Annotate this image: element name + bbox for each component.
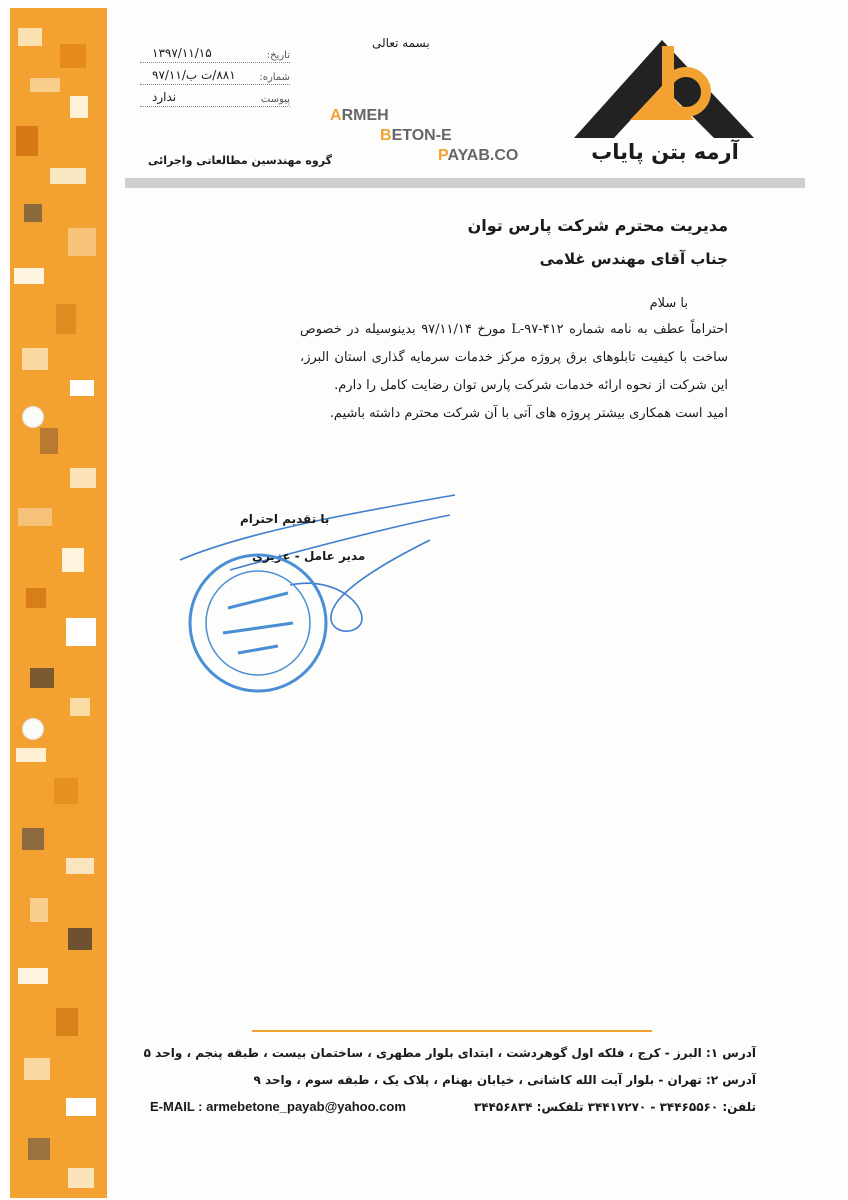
bismillah-text: بسمه تعالی bbox=[372, 36, 430, 50]
date-row bbox=[140, 43, 290, 63]
closing-text: با تقدیم احترام bbox=[240, 512, 330, 526]
recipient-title: مدیریت محترم شرکت پارس توان bbox=[467, 216, 728, 235]
company-name-persian: آرمه بتن پایاب bbox=[591, 140, 739, 164]
greeting: با سلام bbox=[649, 296, 688, 311]
paragraph-2: امید است همکاری بیشتر پروژه های آتی با آن شرکت محترم داشته باشیم. bbox=[329, 406, 728, 421]
address-line-2: آدرس ۲: تهران - بلوار آیت الله کاشانی ، خیابان بهنام ، پلاک یک ، طبقه سوم ، واحد ۹ bbox=[253, 1073, 756, 1087]
recipient-person: جناب آقای مهندس غلامی bbox=[539, 250, 728, 268]
number-row bbox=[140, 65, 290, 85]
number-label: شماره: bbox=[259, 72, 290, 83]
attachment-value: ندارد bbox=[152, 90, 177, 104]
decorative-side-strip bbox=[10, 8, 107, 1198]
letter-meta-block bbox=[140, 43, 290, 109]
attachment-label: پیوست bbox=[260, 94, 290, 105]
letter-body bbox=[300, 316, 728, 428]
company-stamp-icon bbox=[178, 548, 338, 698]
footer-divider bbox=[252, 1030, 652, 1032]
punch-hole-top bbox=[22, 406, 44, 428]
phone-line: تلفن: ۳۴۴۶۵۵۶۰ - ۳۴۴۱۷۲۷۰ تلفکس: ۳۴۴۵۶۸۳۴ bbox=[473, 1100, 756, 1114]
header-divider bbox=[125, 178, 805, 188]
signer-title: مدیر عامل - عزیزی bbox=[252, 549, 366, 563]
company-name-english: ARMEH BETON-E PAYAB.CO bbox=[330, 107, 519, 164]
paragraph-1: احتراماً عطف به نامه شماره ۴۱۲-L-۹۷ مورخ ۹۷/۱۱/۱۴ بدینوسیله در خصوص ساخت با کیفیت تابلوهای برق پروژه مرکز خدمات سرمایه گذاری استان البرز، این شرکت از نحوه ارائه خدمات شرکت پارس توان رضایت کامل را دارم. bbox=[300, 322, 728, 393]
number-value: ۸۸۱/ت ب/۹۷/۱۱ bbox=[152, 68, 236, 82]
punch-hole-bottom bbox=[22, 718, 44, 740]
address-line-1: آدرس ۱: البرز - کرج ، فلکه اول گوهردشت ، ابتدای بلوار مطهری ، ساختمان بیست ، طبقه پنجم ، واحد ۵ bbox=[143, 1046, 756, 1060]
date-label: تاریخ: bbox=[266, 50, 290, 61]
email-address: E-MAIL : armebetone_payab@yahoo.com bbox=[150, 1099, 406, 1114]
date-value: ۱۳۹۷/۱۱/۱۵ bbox=[152, 46, 212, 60]
attachment-row bbox=[140, 87, 290, 107]
group-tagline: گروه مهندسین مطالعاتی واجرائی bbox=[148, 154, 332, 167]
company-logo-icon bbox=[574, 40, 754, 140]
